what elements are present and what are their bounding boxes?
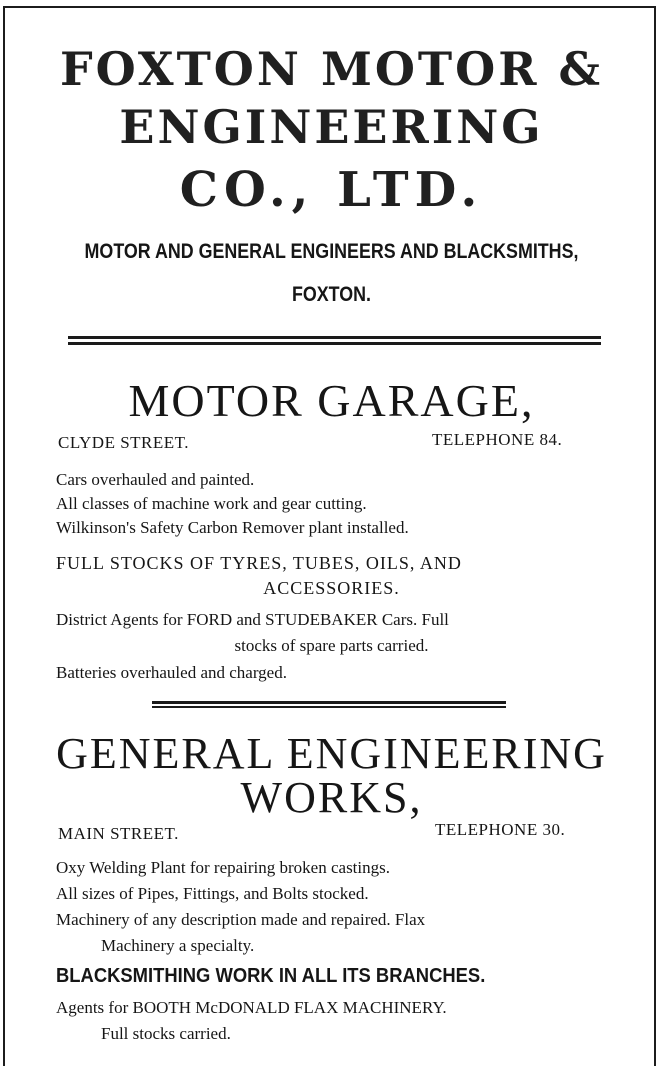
company-subtitle: MOTOR AND GENERAL ENGINEERS AND BLACKSMITHS,	[84, 240, 579, 263]
section-divider	[152, 701, 506, 708]
garage-telephone: TELEPHONE 84.	[432, 430, 563, 449]
garage-agents-line: stocks of spare parts carried.	[234, 636, 429, 655]
works-heading-line-2: WORKS,	[240, 773, 423, 822]
works-service-line: Oxy Welding Plant for repairing broken castings.	[56, 858, 390, 877]
garage-street: CLYDE STREET.	[58, 433, 190, 452]
garage-agents-line: District Agents for FORD and STUDEBAKER Cars. Full	[56, 610, 449, 629]
garage-service-line: All classes of machine work and gear cutting.	[56, 494, 367, 513]
garage-heading: MOTOR GARAGE,	[128, 375, 535, 426]
works-service-line: Machinery of any description made and repaired. Flax	[56, 910, 426, 929]
works-blacksmithing-line: BLACKSMITHING WORK IN ALL ITS BRANCHES.	[56, 965, 486, 987]
company-title-line-2: ENGINEERING	[119, 100, 544, 154]
company-title-line-3: CO., LTD.	[179, 162, 484, 218]
garage-service-line: Cars overhauled and painted.	[56, 470, 255, 489]
works-street: MAIN STREET.	[58, 824, 179, 843]
works-agents-line: Agents for BOOTH McDONALD FLAX MACHINERY.	[56, 998, 447, 1017]
section-divider	[68, 336, 601, 345]
garage-service-line: Wilkinson's Safety Carbon Remover plant installed.	[56, 518, 409, 537]
works-service-line: Machinery a specialty.	[101, 936, 255, 955]
works-heading-line-1: GENERAL ENGINEERING	[56, 729, 607, 778]
works-service-line: All sizes of Pipes, Fittings, and Bolts stocked.	[56, 884, 369, 903]
garage-service-line: Batteries overhauled and charged.	[56, 663, 287, 682]
works-agents-line: Full stocks carried.	[101, 1024, 231, 1043]
garage-stocks-line: FULL STOCKS OF TYRES, TUBES, OILS, AND	[56, 553, 462, 573]
company-location: FOXTON.	[291, 283, 371, 306]
company-title-line-1: FOXTON MOTOR &	[59, 42, 604, 96]
garage-stocks-line: ACCESSORIES.	[263, 578, 400, 598]
works-telephone: TELEPHONE 30.	[435, 820, 566, 839]
